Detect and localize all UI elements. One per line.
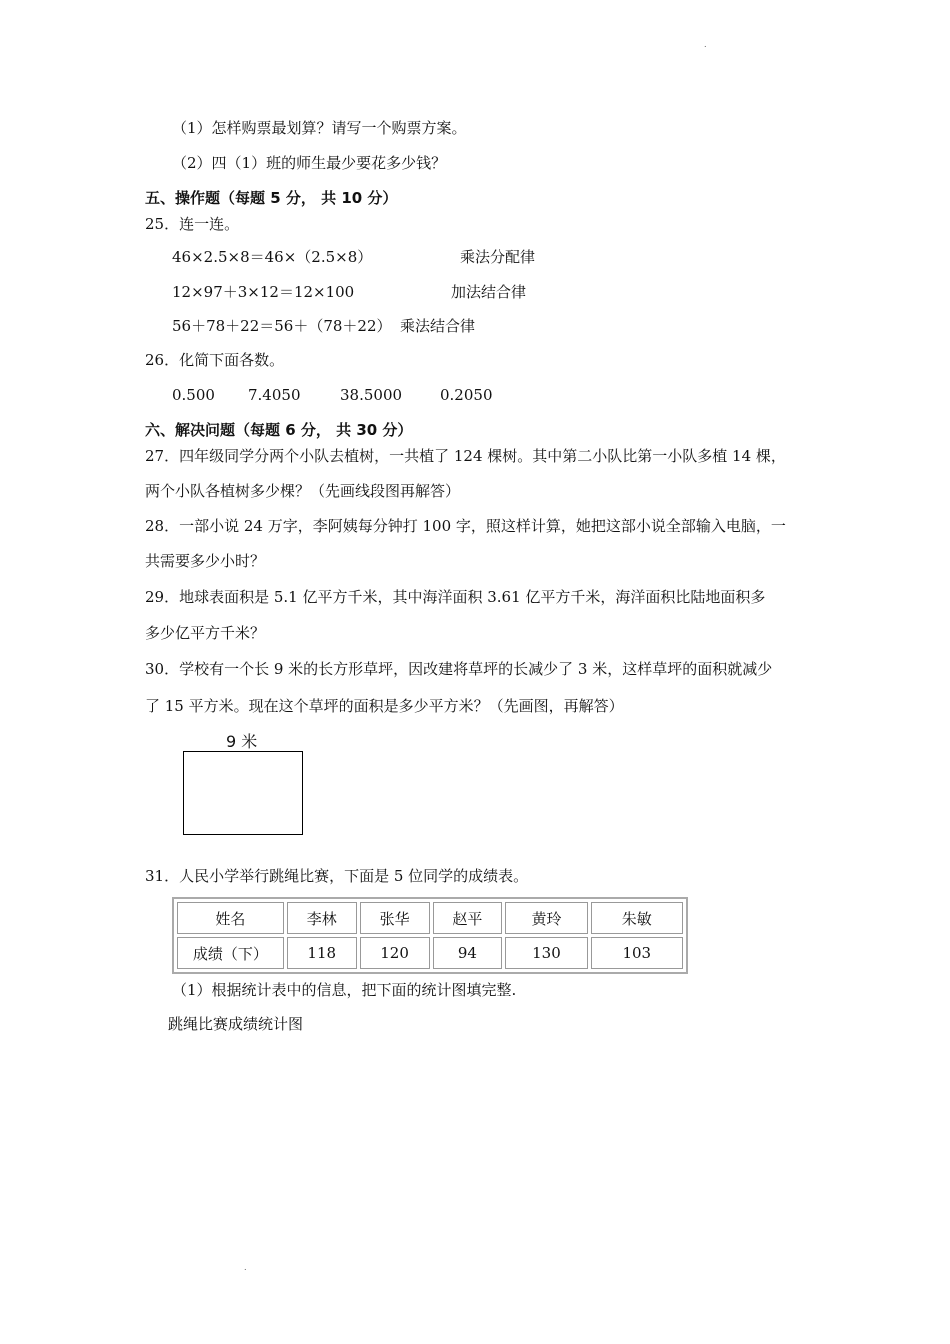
section-6-title: 六、解决问题（每题 6 分， 共 30 分） (145, 421, 413, 439)
table-cell: 赵平 (433, 902, 503, 934)
q29-line-2: 多少亿平方千米？ (145, 624, 266, 642)
q31-title: 31．人民小学举行跳绳比赛，下面是 5 位同学的成绩表。 (145, 867, 529, 885)
q24-subquestion-2: （2）四（1）班的师生最少要花多少钱？ (172, 154, 447, 172)
section-5-title: 五、操作题（每题 5 分， 共 10 分） (145, 189, 398, 207)
table-header-row (177, 902, 683, 934)
table-cell: 朱敏 (591, 902, 683, 934)
corner-mark-bottom: . (244, 1263, 247, 1272)
q30-line-1: 30．学校有一个长 9 米的长方形草坪，因改建将草坪的长减少了 3 米，这样草坪的面积就减少 (145, 660, 773, 678)
table-cell: 李林 (287, 902, 357, 934)
q26-title: 26．化简下面各数。 (145, 351, 285, 369)
table-cell: 94 (433, 937, 503, 969)
q25-title: 25．连一连。 (145, 215, 240, 233)
q25-expression-3: 56＋78＋22＝56＋（78＋22） (172, 317, 392, 335)
q24-subquestion-1: （1）怎样购票最划算？请写一个购票方案。 (172, 119, 467, 137)
q25-expression-1: 46×2.5×8＝46×（2.5×8） (172, 248, 373, 266)
q28-line-2: 共需要多少小时？ (145, 552, 266, 570)
q25-law-1: 乘法分配律 (460, 248, 536, 266)
q26-number-1: 0.500 (172, 386, 215, 404)
q25-law-2: 加法结合律 (451, 283, 527, 301)
corner-mark-top: . (704, 40, 707, 49)
table-row (177, 937, 683, 969)
q26-number-3: 38.5000 (340, 386, 403, 404)
q27-line-2: 两个小队各植树多少棵？（先画线段图再解答） (145, 482, 461, 500)
table-cell: 118 (287, 937, 357, 969)
q26-number-4: 0.2050 (440, 386, 493, 404)
rectangle-length-label: 9 米 (226, 732, 258, 751)
table-cell: 103 (591, 937, 683, 969)
q29-line-1: 29．地球表面积是 5.1 亿平方千米，其中海洋面积 3.61 亿平方千米，海洋面积比陆地面积多 (145, 588, 766, 606)
score-table (172, 897, 688, 974)
table-cell: 成绩（下） (177, 937, 284, 969)
q25-law-3: 乘法结合律 (400, 317, 476, 335)
table-cell: 120 (360, 937, 430, 969)
q26-number-2: 7.4050 (248, 386, 301, 404)
table-cell: 姓名 (177, 902, 284, 934)
table-cell: 张华 (360, 902, 430, 934)
table-cell: 黄玲 (505, 902, 587, 934)
table-cell: 130 (505, 937, 587, 969)
lawn-rectangle-figure (183, 751, 303, 835)
q31-subquestion-1: （1）根据统计表中的信息，把下面的统计图填完整. (172, 981, 517, 999)
q31-chart-title: 跳绳比赛成绩统计图 (168, 1015, 304, 1033)
q30-line-2: 了 15 平方米。现在这个草坪的面积是多少平方米？（先画图，再解答） (145, 697, 624, 715)
q27-line-1: 27．四年级同学分两个小队去植树，一共植了 124 棵树。其中第二小队比第一小队多植 14 棵， (145, 447, 786, 465)
q25-expression-2: 12×97＋3×12＝12×100 (172, 283, 355, 301)
q28-line-1: 28．一部小说 24 万字，李阿姨每分钟打 100 字，照这样计算，她把这部小说全部输入电脑，一 (145, 517, 786, 535)
